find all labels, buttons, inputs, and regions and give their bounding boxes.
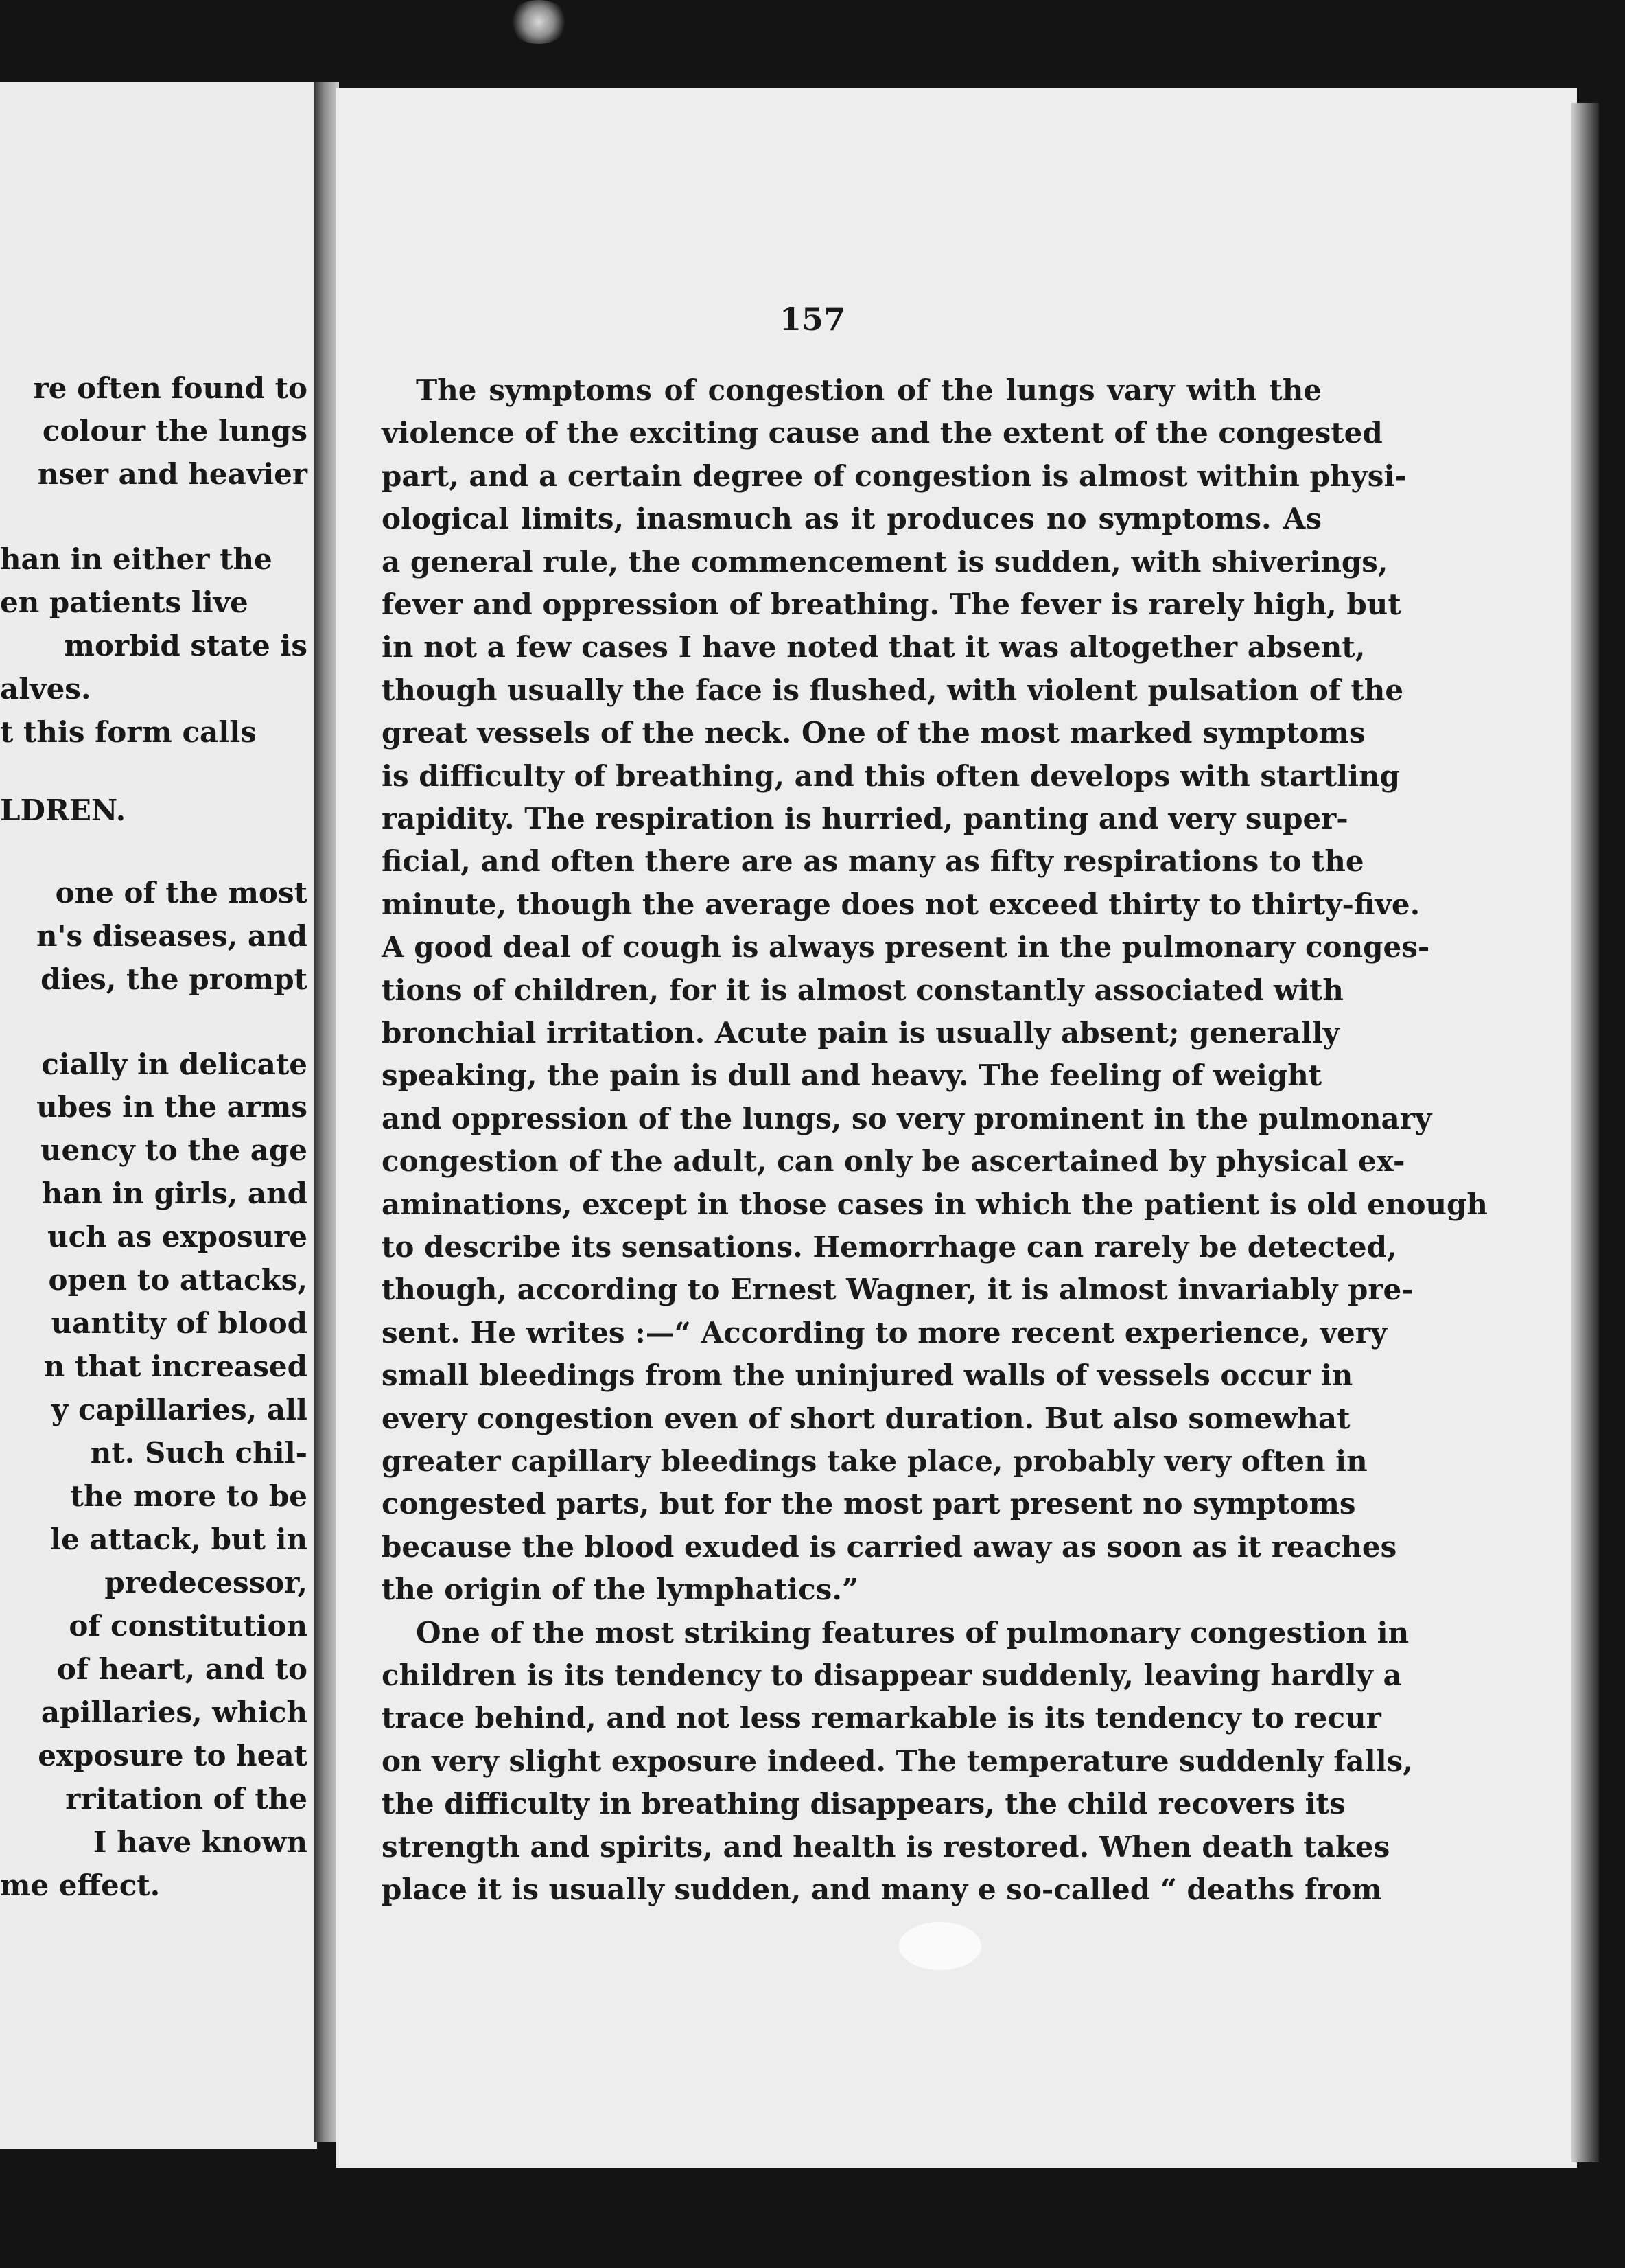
body-text-line: A good deal of cough is always present in the pulmonary conges- (382, 930, 1430, 964)
left-page-line: one of the most (55, 876, 307, 910)
body-text-line: and oppression of the lungs, so very prominent in the pulmonary (382, 1102, 1432, 1135)
left-page-line: exposure to heat (38, 1739, 307, 1772)
left-page-line: morbid state is (64, 629, 307, 662)
body-text-line: in not a few cases I have noted that it was altogether absent, (382, 630, 1366, 664)
left-page-line: I have known (93, 1825, 307, 1859)
body-text-line: violence of the exciting cause and the extent of the congested (382, 416, 1383, 450)
page-edge-shadow (1571, 103, 1599, 2162)
body-text-line: The symptoms of congestion of the lungs vary with the (416, 373, 1322, 407)
body-text-line: ficial, and often there are as many as fifty respirations to the (382, 844, 1364, 878)
left-page-line: me effect. (0, 1868, 161, 1902)
body-text-line: to describe its sensations. Hemorrhage can rarely be detected, (382, 1230, 1397, 1264)
body-text-line: strength and spirits, and health is restored. When death takes (382, 1830, 1390, 1864)
body-text-line: the origin of the lymphatics.” (382, 1573, 859, 1606)
body-text-line: minute, though the average does not exceed thirty to thirty-five. (382, 888, 1421, 921)
left-page-line: ubes in the arms (36, 1090, 307, 1124)
left-page-line: colour the lungs (42, 414, 307, 448)
left-page-line: alves. (0, 672, 91, 706)
body-text-line: One of the most striking features of pulmonary congestion in (416, 1616, 1410, 1650)
body-text-line: sent. He writes :—“ According to more recent experience, very (382, 1316, 1388, 1350)
left-page-line: n's diseases, and (36, 919, 307, 953)
left-page-line: of constitution (69, 1609, 307, 1643)
left-page-line: open to attacks, (48, 1263, 307, 1297)
page-number: 157 (779, 301, 846, 338)
left-page-line: han in either the (0, 542, 272, 576)
left-page-line: predecessor, (104, 1566, 307, 1599)
body-text-line: every congestion even of short duration. But also somewhat (382, 1402, 1351, 1435)
body-text-line: rapidity. The respiration is hurried, panting and very super- (382, 802, 1348, 835)
left-page-line: nt. Such chil- (90, 1436, 307, 1470)
body-text-line: though, according to Ernest Wagner, it is almost invariably pre- (382, 1273, 1414, 1306)
body-text-line: small bleedings from the uninjured walls of vessels occur in (382, 1358, 1353, 1392)
left-page-line: han in girls, and (41, 1177, 307, 1210)
body-text-line: is difficulty of breathing, and this often develops with startling (382, 759, 1400, 793)
body-text-line: fever and oppression of breathing. The fever is rarely high, but (382, 588, 1401, 621)
left-page-line: le attack, but in (50, 1523, 307, 1556)
body-text-line: speaking, the pain is dull and heavy. The feeling of weight (382, 1058, 1322, 1092)
left-page-line: t this form calls (0, 715, 257, 749)
body-text-line: tions of children, for it is almost constantly associated with (382, 973, 1344, 1007)
left-page-line: the more to be (70, 1479, 307, 1513)
book-gutter (314, 82, 339, 2142)
left-page-line: re often found to (33, 371, 307, 405)
left-page-line: dies, the prompt (40, 962, 307, 996)
left-page-line: cially in delicate (41, 1048, 307, 1081)
body-text-line: ological limits, inasmuch as it produces no symptoms. As (382, 502, 1322, 535)
body-text-line: the difficulty in breathing disappears, the child recovers its (382, 1787, 1346, 1820)
body-text-line: a general rule, the commencement is sudden, with shiverings, (382, 545, 1388, 579)
left-facing-page (0, 82, 317, 2149)
left-page-line: LDREN. (0, 794, 126, 827)
left-page-line: uantity of blood (51, 1306, 307, 1340)
left-page-line: uch as exposure (47, 1220, 307, 1253)
left-page-line: rritation of the (65, 1782, 307, 1816)
left-page-line: n that increased (43, 1350, 307, 1383)
body-text-line: aminations, except in those cases in which the patient is old enough (382, 1188, 1488, 1221)
body-text-line: congested parts, but for the most part present no symptoms (382, 1487, 1356, 1520)
body-text-line: place it is usually sudden, and many e so-called “ deaths from (382, 1873, 1382, 1906)
left-page-line: of heart, and to (56, 1652, 307, 1686)
scan-smudge (508, 0, 570, 44)
left-page-line: y capillaries, all (51, 1393, 307, 1426)
body-text-line: though usually the face is flushed, with violent pulsation of the (382, 673, 1404, 707)
body-text-line: bronchial irritation. Acute pain is usually absent; generally (382, 1016, 1340, 1050)
body-text-line: trace behind, and not less remarkable is its tendency to recur (382, 1701, 1381, 1735)
body-text-line: because the blood exuded is carried away as soon as it reaches (382, 1530, 1397, 1564)
body-text-line: part, and a certain degree of congestion is almost within physi- (382, 459, 1407, 493)
body-text-line: children is its tendency to disappear suddenly, leaving hardly a (382, 1658, 1402, 1692)
left-page-line: apillaries, which (40, 1696, 307, 1729)
body-text-line: greater capillary bleedings take place, probably very often in (382, 1444, 1368, 1478)
ink-blot (899, 1922, 981, 1970)
left-page-line: nser and heavier (37, 457, 307, 491)
left-page-line: en patients live (0, 586, 248, 619)
body-text-line: great vessels of the neck. One of the most marked symptoms (382, 716, 1366, 750)
body-text-line: on very slight exposure indeed. The temperature suddenly falls, (382, 1744, 1413, 1778)
left-page-line: uency to the age (40, 1133, 307, 1167)
body-text-line: congestion of the adult, can only be ascertained by physical ex- (382, 1144, 1405, 1178)
